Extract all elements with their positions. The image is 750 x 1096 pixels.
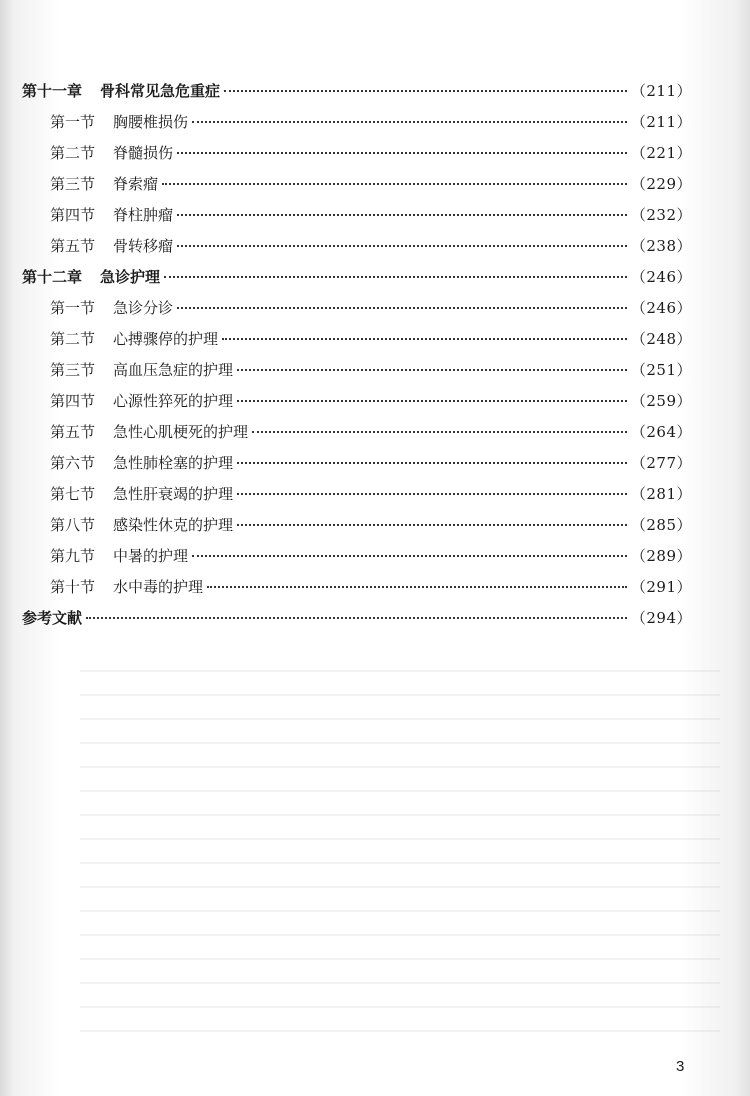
references-title: 参考文献 xyxy=(22,609,83,627)
dot-leader xyxy=(192,105,627,123)
dot-leader xyxy=(224,74,627,92)
section-title: 感染性休克的护理 xyxy=(113,516,234,534)
page-number: （221） xyxy=(630,144,692,162)
chapter-number: 第十一章 xyxy=(22,82,83,100)
toc-references[interactable] xyxy=(22,605,692,629)
section-title: 急性肝衰竭的护理 xyxy=(113,485,234,503)
section-title: 中暑的护理 xyxy=(113,547,189,565)
show-through-texture xyxy=(80,648,720,1048)
dot-leader xyxy=(237,477,627,495)
dot-leader xyxy=(207,570,627,588)
page-number: （229） xyxy=(630,175,692,193)
section-number: 第四节 xyxy=(50,206,96,224)
section-title: 水中毒的护理 xyxy=(113,578,204,596)
section-number: 第二节 xyxy=(50,144,96,162)
section-number: 第三节 xyxy=(50,361,96,379)
page-number: （246） xyxy=(630,268,692,286)
toc-section[interactable] xyxy=(50,202,692,226)
section-title: 脊髓损伤 xyxy=(113,144,174,162)
toc-section[interactable] xyxy=(50,543,692,567)
toc-section[interactable] xyxy=(50,481,692,505)
section-number: 第八节 xyxy=(50,516,96,534)
section-number: 第二节 xyxy=(50,330,96,348)
chapter-title: 急诊护理 xyxy=(100,268,161,286)
dot-leader xyxy=(237,508,627,526)
dot-leader xyxy=(192,539,627,557)
section-title: 急诊分诊 xyxy=(113,299,174,317)
section-number: 第五节 xyxy=(50,237,96,255)
section-number: 第四节 xyxy=(50,392,96,410)
page-number: （259） xyxy=(630,392,692,410)
toc-chapter-11[interactable] xyxy=(22,78,692,102)
page-number: （246） xyxy=(630,299,692,317)
section-number: 第五节 xyxy=(50,423,96,441)
dot-leader xyxy=(164,260,627,278)
section-number: 第七节 xyxy=(50,485,96,503)
folio-page-number: 3 xyxy=(676,1058,685,1075)
page-number: （291） xyxy=(630,578,692,596)
dot-leader xyxy=(237,384,627,402)
dot-leader xyxy=(177,291,627,309)
section-title: 脊索瘤 xyxy=(113,175,159,193)
section-number: 第十节 xyxy=(50,578,96,596)
page-number: （232） xyxy=(630,206,692,224)
page-number: （211） xyxy=(630,82,692,100)
section-title: 心搏骤停的护理 xyxy=(113,330,219,348)
section-title: 急性心肌梗死的护理 xyxy=(113,423,249,441)
page-number: （248） xyxy=(630,330,692,348)
chapter-title: 骨科常见急危重症 xyxy=(100,82,221,100)
section-title: 急性肺栓塞的护理 xyxy=(113,454,234,472)
section-number: 第三节 xyxy=(50,175,96,193)
section-title: 心源性猝死的护理 xyxy=(113,392,234,410)
page-number: （277） xyxy=(630,454,692,472)
dot-leader xyxy=(177,229,627,247)
chapter-number: 第十二章 xyxy=(22,268,83,286)
section-number: 第九节 xyxy=(50,547,96,565)
page-number: （264） xyxy=(630,423,692,441)
dot-leader xyxy=(177,136,627,154)
page-number: （285） xyxy=(630,516,692,534)
dot-leader xyxy=(237,446,627,464)
section-number: 第六节 xyxy=(50,454,96,472)
page-number: （211） xyxy=(630,113,692,131)
section-title: 高血压急症的护理 xyxy=(113,361,234,379)
toc-section[interactable] xyxy=(50,512,692,536)
dot-leader xyxy=(177,198,627,216)
toc-section[interactable] xyxy=(50,357,692,381)
toc-section[interactable] xyxy=(50,140,692,164)
toc-section[interactable] xyxy=(50,388,692,412)
section-number: 第一节 xyxy=(50,299,96,317)
section-number: 第一节 xyxy=(50,113,96,131)
toc-section[interactable] xyxy=(50,450,692,474)
dot-leader xyxy=(237,353,627,371)
dot-leader xyxy=(252,415,627,433)
toc-section[interactable] xyxy=(50,109,692,133)
page-number: （251） xyxy=(630,361,692,379)
page-number: （238） xyxy=(630,237,692,255)
toc-section[interactable] xyxy=(50,233,692,257)
page-number: （289） xyxy=(630,547,692,565)
dot-leader xyxy=(162,167,627,185)
page-number: （281） xyxy=(630,485,692,503)
toc-section[interactable] xyxy=(50,419,692,443)
toc-section[interactable] xyxy=(50,171,692,195)
page-number: （294） xyxy=(630,609,692,627)
section-title: 脊柱肿瘤 xyxy=(113,206,174,224)
toc-chapter-12[interactable] xyxy=(22,264,692,288)
toc-section[interactable] xyxy=(50,574,692,598)
section-title: 胸腰椎损伤 xyxy=(113,113,189,131)
section-title: 骨转移瘤 xyxy=(113,237,174,255)
dot-leader xyxy=(222,322,627,340)
toc-section[interactable] xyxy=(50,326,692,350)
toc-section[interactable] xyxy=(50,295,692,319)
dot-leader xyxy=(86,601,627,619)
